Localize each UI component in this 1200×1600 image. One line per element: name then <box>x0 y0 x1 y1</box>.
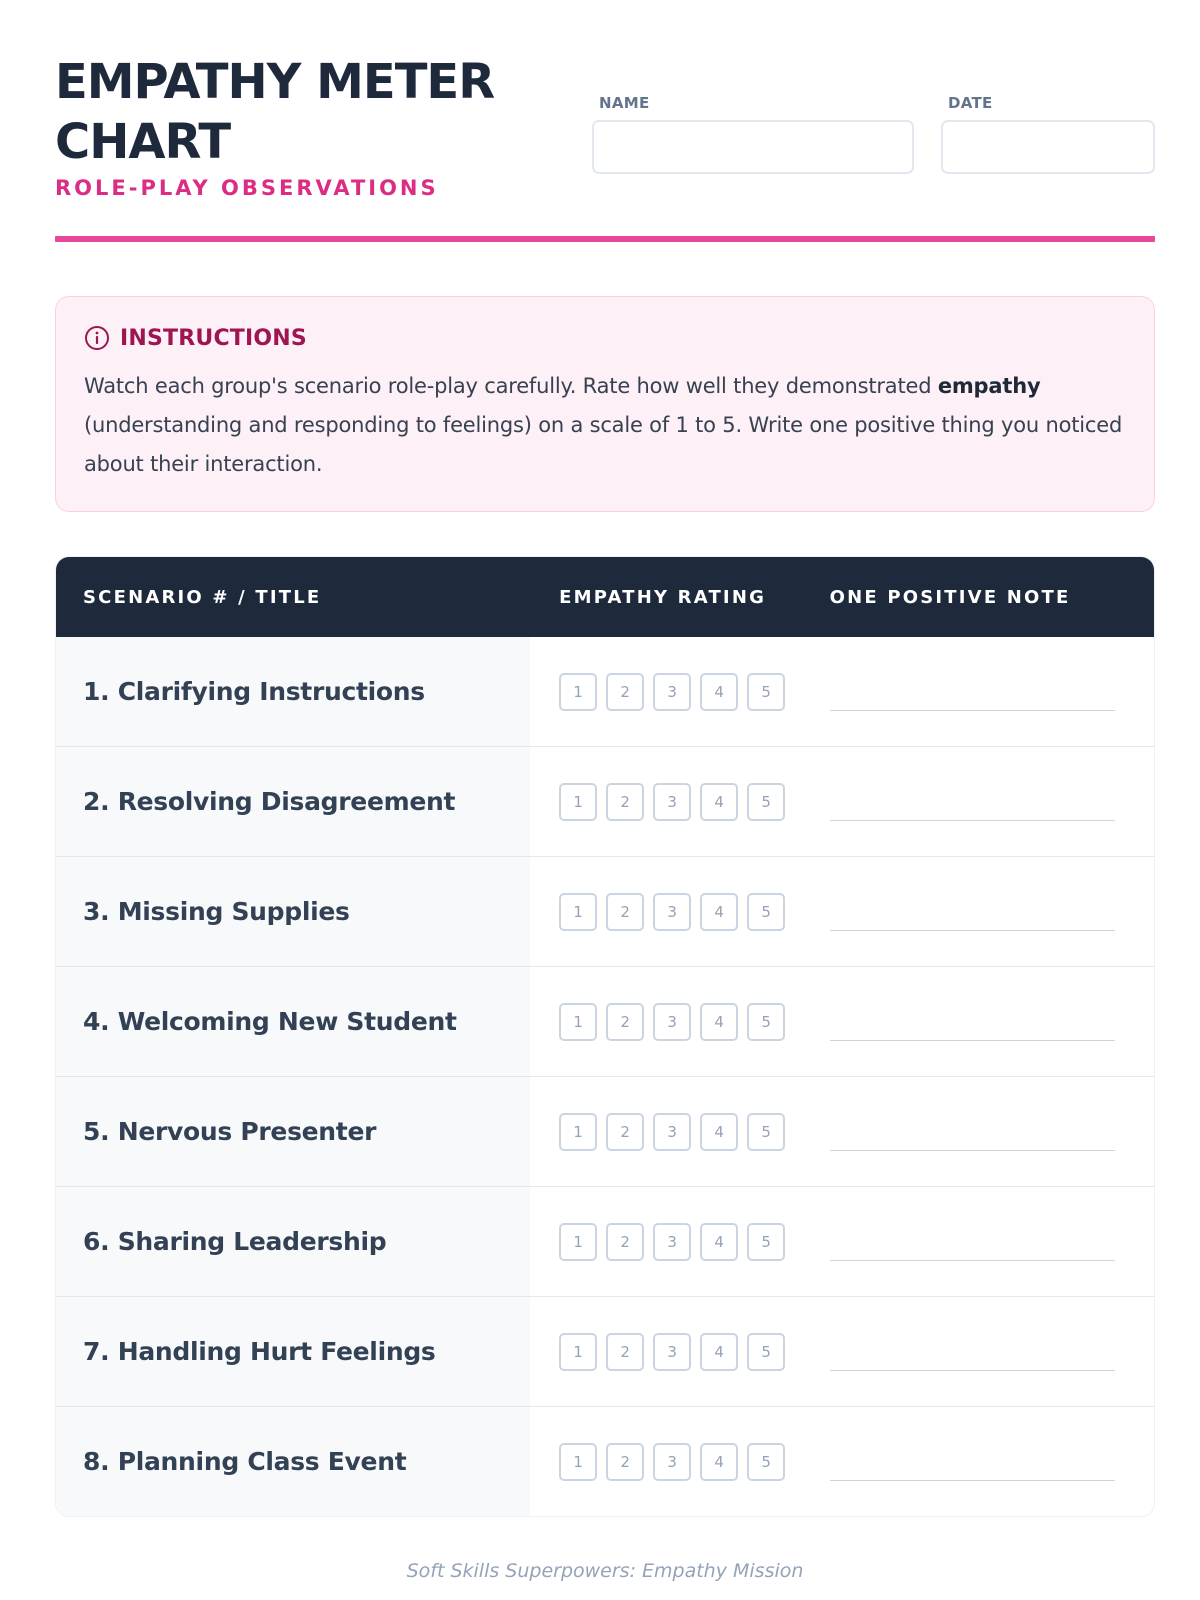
table-row <box>56 856 1154 966</box>
date-label: DATE <box>948 94 993 112</box>
rating-box-3[interactable]: 3 <box>653 1113 691 1151</box>
rating-box-2[interactable]: 2 <box>606 893 644 931</box>
rating-box-4[interactable]: 4 <box>700 673 738 711</box>
rating-box-1[interactable]: 1 <box>559 893 597 931</box>
rating-box-1[interactable]: 1 <box>559 1223 597 1261</box>
header-rating: EMPATHY RATING <box>559 586 767 608</box>
rating-box-3[interactable]: 3 <box>653 1443 691 1481</box>
note-write-line[interactable] <box>830 930 1115 931</box>
positive-note-cell <box>830 967 1154 1076</box>
table-body <box>56 637 1154 1516</box>
rating-options <box>530 1407 829 1516</box>
table-header <box>56 557 1154 637</box>
rating-box-1[interactable]: 1 <box>559 783 597 821</box>
note-write-line[interactable] <box>830 1150 1115 1151</box>
rating-box-5[interactable]: 5 <box>747 1113 785 1151</box>
instructions-title: INSTRUCTIONS <box>120 325 307 351</box>
header-scenario: SCENARIO # / TITLE <box>83 586 322 608</box>
table-row <box>56 1186 1154 1296</box>
note-write-line[interactable] <box>830 820 1115 821</box>
positive-note-cell <box>830 1187 1154 1296</box>
rating-box-4[interactable]: 4 <box>700 1113 738 1151</box>
instructions-text-after: (understanding and responding to feelings) on a scale of 1 to 5. Write one positive thing you noticed about their interaction. <box>84 413 1123 476</box>
table-row <box>56 1406 1154 1516</box>
rating-box-2[interactable]: 2 <box>606 1223 644 1261</box>
name-field-group <box>592 94 914 174</box>
rating-box-3[interactable]: 3 <box>653 1003 691 1041</box>
scenario-title: 6. Sharing Leadership <box>56 1187 530 1296</box>
name-label: NAME <box>599 94 650 112</box>
table-row <box>56 966 1154 1076</box>
rating-box-2[interactable]: 2 <box>606 1113 644 1151</box>
rating-box-3[interactable]: 3 <box>653 783 691 821</box>
rating-box-2[interactable]: 2 <box>606 1443 644 1481</box>
note-write-line[interactable] <box>830 1370 1115 1371</box>
name-input[interactable] <box>592 120 914 174</box>
table-row <box>56 637 1154 746</box>
positive-note-cell <box>830 637 1154 746</box>
rating-box-5[interactable]: 5 <box>747 1333 785 1371</box>
instructions-text-bold: empathy <box>937 374 1041 398</box>
rating-options <box>530 857 829 966</box>
table-row <box>56 1296 1154 1406</box>
rating-box-3[interactable]: 3 <box>653 1223 691 1261</box>
instructions-panel <box>55 296 1155 512</box>
observation-table <box>55 556 1155 1517</box>
rating-box-4[interactable]: 4 <box>700 893 738 931</box>
rating-box-2[interactable]: 2 <box>606 783 644 821</box>
note-write-line[interactable] <box>830 1040 1115 1041</box>
title-line-2: CHART <box>55 114 231 170</box>
rating-options <box>530 1187 829 1296</box>
rating-box-1[interactable]: 1 <box>559 673 597 711</box>
rating-box-1[interactable]: 1 <box>559 1003 597 1041</box>
instructions-text-before: Watch each group's scenario role-play carefully. Rate how well they demonstrated <box>84 374 938 398</box>
rating-box-5[interactable]: 5 <box>747 673 785 711</box>
positive-note-cell <box>830 1077 1154 1186</box>
rating-box-1[interactable]: 1 <box>559 1333 597 1371</box>
rating-box-5[interactable]: 5 <box>747 783 785 821</box>
rating-box-5[interactable]: 5 <box>747 1223 785 1261</box>
scenario-title: 5. Nervous Presenter <box>56 1077 530 1186</box>
rating-options <box>530 1077 829 1186</box>
rating-box-3[interactable]: 3 <box>653 893 691 931</box>
positive-note-cell <box>830 1297 1154 1406</box>
positive-note-cell <box>830 747 1154 856</box>
rating-box-1[interactable]: 1 <box>559 1113 597 1151</box>
note-write-line[interactable] <box>830 1480 1115 1481</box>
date-input[interactable] <box>941 120 1155 174</box>
rating-box-4[interactable]: 4 <box>700 1333 738 1371</box>
rating-box-4[interactable]: 4 <box>700 1443 738 1481</box>
rating-options <box>530 747 829 856</box>
scenario-title: 8. Planning Class Event <box>56 1407 530 1516</box>
rating-box-3[interactable]: 3 <box>653 673 691 711</box>
scenario-title: 2. Resolving Disagreement <box>56 747 530 856</box>
scenario-title: 4. Welcoming New Student <box>56 967 530 1076</box>
footer: Soft Skills Superpowers: Empathy Mission <box>406 1560 804 1582</box>
scenario-title: 7. Handling Hurt Feelings <box>56 1297 530 1406</box>
note-write-line[interactable] <box>830 710 1115 711</box>
rating-box-3[interactable]: 3 <box>653 1333 691 1371</box>
table-row <box>56 746 1154 856</box>
rating-box-2[interactable]: 2 <box>606 1003 644 1041</box>
rating-options <box>530 637 829 746</box>
header-divider <box>55 236 1155 242</box>
rating-box-5[interactable]: 5 <box>747 1443 785 1481</box>
table-row <box>56 1076 1154 1186</box>
header-note: ONE POSITIVE NOTE <box>829 586 1071 608</box>
positive-note-cell <box>830 857 1154 966</box>
rating-box-5[interactable]: 5 <box>747 893 785 931</box>
rating-box-1[interactable]: 1 <box>559 1443 597 1481</box>
info-circle-icon <box>84 325 110 351</box>
header <box>55 52 1155 242</box>
rating-box-4[interactable]: 4 <box>700 1003 738 1041</box>
date-field-group <box>941 94 1155 174</box>
title-line-1: EMPATHY METER <box>55 54 495 110</box>
instructions-text <box>84 367 1126 484</box>
rating-box-2[interactable]: 2 <box>606 673 644 711</box>
rating-box-4[interactable]: 4 <box>700 1223 738 1261</box>
scenario-title: 3. Missing Supplies <box>56 857 530 966</box>
rating-box-5[interactable]: 5 <box>747 1003 785 1041</box>
instructions-header <box>84 323 1126 353</box>
rating-box-4[interactable]: 4 <box>700 783 738 821</box>
scenario-title: 1. Clarifying Instructions <box>56 637 530 746</box>
page-subtitle: ROLE-PLAY OBSERVATIONS <box>55 176 439 200</box>
rating-options <box>530 967 829 1076</box>
note-write-line[interactable] <box>830 1260 1115 1261</box>
page-title <box>55 52 575 172</box>
positive-note-cell <box>830 1407 1154 1516</box>
rating-options <box>530 1297 829 1406</box>
rating-box-2[interactable]: 2 <box>606 1333 644 1371</box>
